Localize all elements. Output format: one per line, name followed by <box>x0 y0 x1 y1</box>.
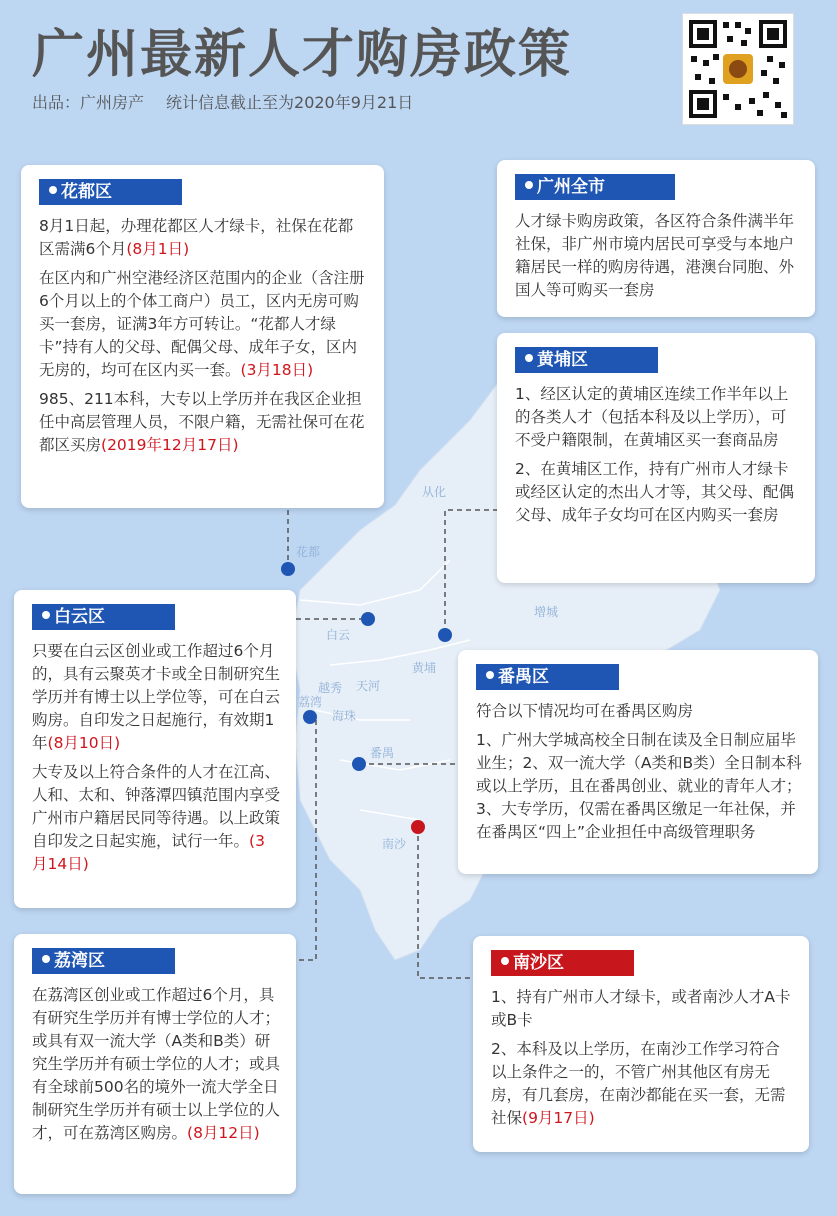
bullet-icon <box>525 354 533 362</box>
map-label-haizhu: 海珠 <box>332 709 357 723</box>
huadu-policy-3: 985、211本科，大专以上学历并在我区企业担任中高层管理人员，不限户籍，无需社保可在花都区买房(2019年12月17日) <box>39 390 365 454</box>
nansha-policy-1: 1、持有广州市人才绿卡，或者南沙人才A卡或B卡 <box>491 988 791 1029</box>
map-label-panyu: 番禺 <box>370 746 395 760</box>
bullet-icon <box>42 611 50 619</box>
panyu-policy-1: 符合以下情况均可在番禺区购房 <box>476 702 694 720</box>
baiyun-policy-1: 只要在白云区创业或工作超过6个月的，具有云聚英才卡或全日制研究生学历并有博士以上学位等，可在白云购房。自印发之日起施行，有效期1年(8月10日) <box>32 642 281 752</box>
tag-baiyun <box>32 604 175 630</box>
page-subtitle <box>32 90 413 113</box>
card-panyu <box>458 650 818 874</box>
marker-liwan <box>303 710 317 724</box>
huadu-date-2: (3月18日) <box>240 361 314 379</box>
map-label-nansha: 南沙 <box>382 837 407 851</box>
baiyun-date-2: (3月14日) <box>32 832 265 873</box>
map-label-huadu: 花都 <box>296 545 321 559</box>
card-huangpu <box>497 333 815 583</box>
map-label-liwan: 荔湾 <box>298 695 323 709</box>
huangpu-policy-1: 1、经区认定的黄埔区连续工作半年以上的各类人才（包括本科及以上学历），可不受户籍限制，在黄埔区买一套商品房 <box>515 385 789 449</box>
tag-panyu <box>476 664 619 690</box>
tag-nansha-label: 南沙区 <box>513 953 564 973</box>
bullet-icon <box>486 671 494 679</box>
bullet-icon <box>42 955 50 963</box>
tag-nansha <box>491 950 634 976</box>
map-label-yuexiu: 越秀 <box>318 681 343 695</box>
map-label-baiyun: 白云 <box>326 628 351 642</box>
marker-nansha <box>411 820 425 834</box>
card-liwan <box>14 934 296 1194</box>
tag-baiyun-label: 白云区 <box>54 607 105 627</box>
marker-baiyun <box>361 612 375 626</box>
quanshi-policy: 人才绿卡购房政策，各区符合条件满半年社保，非广州市境内居民可享受与本地户籍居民一样的购房待遇，港澳台同胞、外国人等可购买一套房 <box>515 212 795 299</box>
huadu-policy-1: 8月1日起，办理花都区人才绿卡，社保在花都区需满6个月(8月1日) <box>39 217 354 258</box>
tag-huadu-label: 花都区 <box>61 182 112 202</box>
baiyun-policy-2: 大专及以上符合条件的人才在江高、人和、太和、钟落潭四镇范围内享受广州市户籍居民同等待遇。以上政策自印发之日起实施，试行一年。(3月14日) <box>32 763 281 873</box>
huadu-policy-2: 在区内和广州空港经济区范围内的企业（含注册6个月以上的个体工商户）员工，区内无房可购买一套房，证满3年方可转让。“花都人才绿卡”持有人的父母、配偶父母、成年子女，区内无房的，均可在区内买一套。(3月18日) <box>39 269 365 379</box>
marker-huadu <box>281 562 295 576</box>
bullet-icon <box>501 957 509 965</box>
qr-code-icon[interactable] <box>682 13 794 125</box>
source-label: 出品：广州房产 <box>32 93 145 112</box>
huadu-date-1: (8月1日) <box>126 240 190 258</box>
liwan-policy: 在荔湾区创业或工作超过6个月，具有研究生学历并有博士学位的人才；或具有双一流大学（A类和B类）研究生学历并有硕士学位的人才；或具有全球前500名的境外一流大学全日制研究生学历并有硕士以上学位的人才，可在荔湾区购房。(8月12日) <box>32 986 281 1142</box>
map-label-zengcheng: 增城 <box>534 605 559 619</box>
nansha-date: (9月17日) <box>522 1109 595 1127</box>
tag-huangpu <box>515 347 658 373</box>
bullet-icon <box>49 186 57 194</box>
panyu-policy-2: 1、广州大学城高校全日制在读及全日制应届毕业生；2、双一流大学（A类和B类）全日制本科或以上学历，且在番禺创业、就业的青年人才；3、大专学历，仅需在番禺区缴足一年社保，并在番禺区“四上”企业担任中高级管理职务 <box>476 731 802 841</box>
marker-huangpu <box>438 628 452 642</box>
marker-panyu <box>352 757 366 771</box>
nansha-policy-2: 2、本科及以上学历，在南沙工作学习符合以上条件之一的，不管广州其他区有房无房，有几套房，在南沙都能在买一套，无需社保(9月17日) <box>491 1040 786 1127</box>
huangpu-policy-2: 2、在黄埔区工作，持有广州市人才绿卡或经区认定的杰出人才等，其父母、配偶父母、成年子女均可在区内购买一套房 <box>515 460 795 524</box>
tag-huangpu-label: 黄埔区 <box>537 350 588 370</box>
date-note: 统计信息截止至为2020年9月21日 <box>166 93 414 112</box>
card-baiyun <box>14 590 296 908</box>
tag-panyu-label: 番禺区 <box>498 667 549 687</box>
tag-quanshi <box>515 174 675 200</box>
map-label-tianhe: 天河 <box>356 679 381 693</box>
page-title: 广州最新人才购房政策 <box>32 25 573 85</box>
baiyun-date-1: (8月10日) <box>47 734 121 752</box>
map-label-conghua: 从化 <box>422 485 447 499</box>
tag-quanshi-label: 广州全市 <box>537 177 605 197</box>
tag-liwan <box>32 948 175 974</box>
tag-liwan-label: 荔湾区 <box>54 951 105 971</box>
card-quanshi <box>497 160 815 317</box>
bullet-icon <box>525 181 533 189</box>
huadu-date-3: (2019年12月17日) <box>101 436 239 454</box>
map-label-huangpu: 黄埔 <box>412 661 437 675</box>
card-huadu <box>21 165 384 508</box>
card-nansha <box>473 936 809 1152</box>
liwan-date: (8月12日) <box>187 1124 260 1142</box>
tag-huadu <box>39 179 182 205</box>
